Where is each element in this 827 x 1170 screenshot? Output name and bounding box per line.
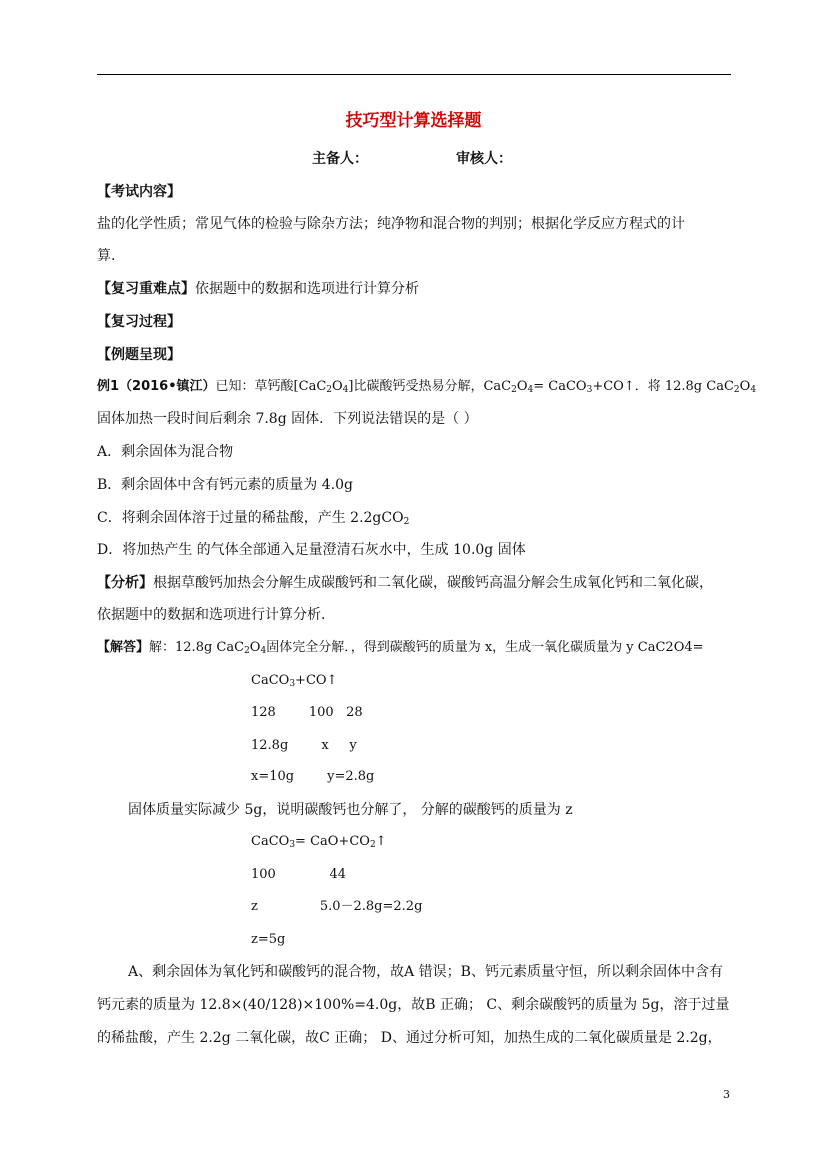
option-b: B．剩余固体中含有钙元素的质量为 4.0g (97, 477, 353, 493)
subscript: 2 (369, 840, 376, 850)
review-key-heading: 【复习重难点】 (97, 281, 195, 297)
example-heading: 【例题呈现】 (97, 347, 181, 363)
example-label: 例1（2016•镇江） (97, 379, 216, 394)
option-c-text: C．将剩余固体溶于过量的稀盐酸，产生 2.2gCO (97, 510, 404, 526)
analysis-heading: 【分析】 (97, 575, 153, 591)
equation-text: CaCO (251, 834, 290, 849)
option-a: A．剩余固体为混合物 (97, 444, 234, 460)
example-question-line1 (97, 378, 756, 399)
subscript: 4 (750, 385, 757, 395)
review-key-line (97, 280, 419, 298)
conclusion-line3: 的稀盐酸，产生 2.2g 二氧化碳，故C 正确； D、通过分析可知，加热生成的二氧化碳质量是 2.2g， (97, 1030, 722, 1046)
answer-line1 (97, 639, 704, 660)
review-process-heading: 【复习过程】 (97, 314, 181, 330)
header-rule (97, 74, 731, 75)
analysis-line1 (97, 574, 713, 592)
subscript: 2 (733, 385, 740, 395)
question-text: +CO↑．将 12.8g CaC (592, 379, 734, 394)
option-d: D．将加热产生 的气体全部通入足量澄清石灰水中，生成 10.0g 固体 (97, 542, 526, 558)
answer-text: 固体完全分解．，得到碳酸钙的质量为 x，生成一氧化碳质量为 y CaC2O4= (266, 640, 704, 655)
subscript: 3 (586, 385, 593, 395)
reviewer-label: 审核人： (456, 151, 512, 167)
question-text: 已知：草钙酸[CaC (215, 379, 327, 394)
equation2-masses: 100 44 (251, 867, 347, 882)
question-text: O (516, 379, 528, 394)
equation-text: +CO↑ (295, 673, 338, 688)
analysis-text: 根据草酸钙加热会分解生成碳酸钙和二氧化碳，碳酸钙高温分解会生成氧化钙和二氧化碳， (153, 575, 713, 591)
question-text: O (739, 379, 751, 394)
subscript: 2 (511, 385, 517, 395)
question-text: O (332, 379, 343, 394)
page-number: 3 (723, 1088, 730, 1101)
exam-content-line1: 盐的化学性质；常见气体的检验与除杂方法；纯净物和混合物的判别；根据化学反应方程式的计 (97, 216, 685, 232)
page-title: 技巧型计算选择题 (345, 111, 482, 131)
equation2-given: z 5.0－2.8g=2.2g (251, 899, 423, 914)
preparer-label: 主备人： (312, 151, 368, 167)
equation-text: ↑ (375, 834, 387, 849)
equation-text: CaCO (251, 673, 290, 688)
subscript: 2 (326, 385, 332, 395)
option-c (97, 509, 409, 531)
subscript: 4 (260, 646, 267, 656)
answer-heading: 【解答】 (97, 640, 150, 655)
equation2 (251, 833, 387, 854)
subscript: 3 (289, 679, 296, 689)
conclusion-line1: A、剩余固体为氧化钙和碳酸钙的混合物，故A 错误；B、钙元素质量守恒，所以剩余固体中含有 (128, 964, 723, 980)
question-text: = CaCO (533, 379, 587, 394)
subscript: 2 (403, 517, 410, 527)
answer-text: 解：12.8g CaC (149, 640, 245, 655)
subscript: 4 (342, 385, 349, 395)
exam-content-line2: 算. (97, 248, 116, 264)
answer-text: O (249, 640, 261, 655)
equation1-masses: 128 100 28 (251, 705, 363, 720)
example-question-line2: 固体加热一段时间后剩余 7.8g 固体．下列说法错误的是（ ） (97, 411, 478, 427)
equation-text: = CaO+CO (295, 834, 370, 849)
reduction-text: 固体质量实际减少 5g，说明碳酸钙也分解了， 分解的碳酸钙的质量为 z (128, 802, 573, 818)
conclusion-line2: 钙元素的质量为 12.8×(40/128)×100%=4.0g，故B 正确； C、剩余碳酸钙的质量为 5g，溶于过量 (97, 997, 730, 1013)
equation1-result: x=10g y=2.8g (251, 769, 375, 784)
equation1 (251, 672, 337, 693)
subscript: 3 (289, 840, 296, 850)
exam-content-heading: 【考试内容】 (97, 184, 181, 200)
equation1-given: 12.8g x y (251, 738, 357, 753)
subscript: 2 (244, 646, 250, 656)
subscript: 4 (527, 385, 534, 395)
question-text: ]比碳酸钙受热易分解，CaC (348, 379, 512, 394)
analysis-line2: 依据题中的数据和选项进行计算分析． (97, 607, 335, 623)
review-key-text: 依据题中的数据和选项进行计算分析 (195, 281, 419, 297)
equation2-result: z=5g (251, 932, 286, 947)
